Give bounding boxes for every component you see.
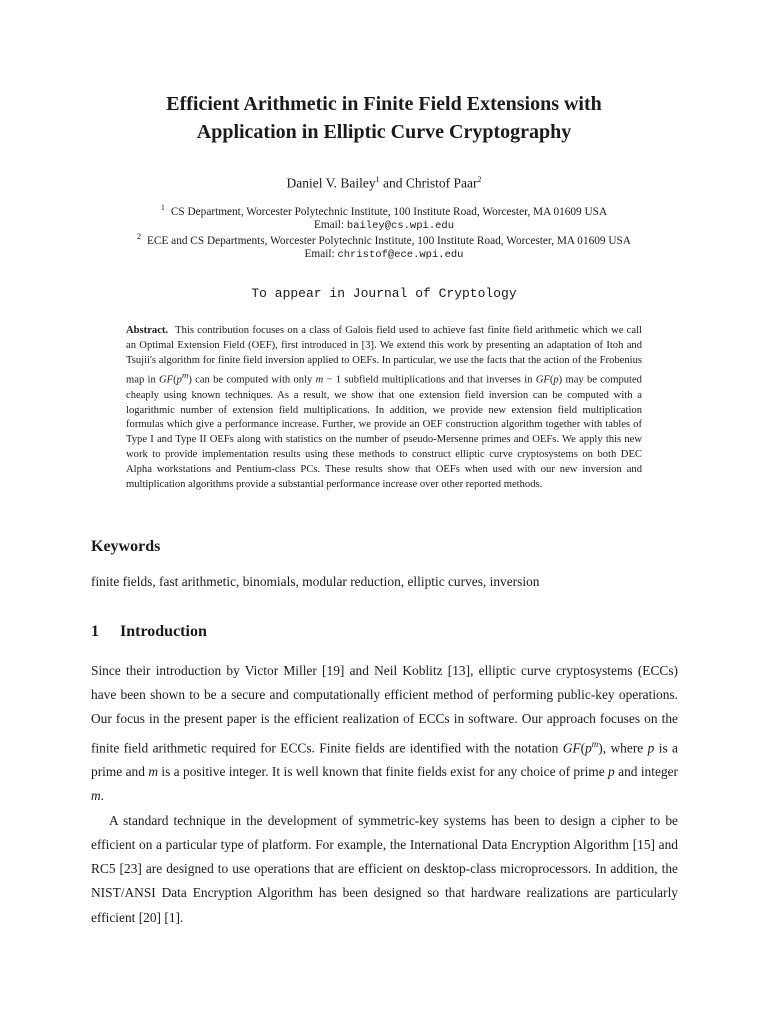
paragraph-text: , where — [602, 740, 648, 756]
email-address: bailey@cs.wpi.edu — [346, 219, 455, 232]
affiliation-mark: 2 — [477, 175, 482, 184]
section-number: 1 — [91, 623, 99, 640]
math-m: m — [91, 788, 101, 804]
paragraph: Since their introduction by Victor Miller [19] and Neil Koblitz [13], elliptic curve cryptosystems (ECCs) have been shown to be a secure and computationally efficient method of performing public-key operations. Our focus in the present paper is the efficient realization of ECCs in software. Our approach focuses on the finite field arithmetic required for ECCs. Finite fields are identified with the notation $GF(p^m)$, where p is a prime and m is a positive integer. It is well known that finite fields exist for any choice of prime p and integer m. — [91, 663, 679, 804]
abstract-text: can be computed with only — [191, 374, 316, 386]
affiliation-1 — [0, 201, 768, 233]
math-minus-one: − 1 — [323, 374, 342, 386]
math-p: p — [608, 764, 615, 780]
abstract: Abstract. This contribution focuses on a class of Galois field used to achieve fast finite field arithmetic which we call an Optimal Extension Field (OEF), first introduced in [3]. We extend this work by presenting an adaptation of Itoh and Tsujii's algorithm for finite field inversion applied to OEFs. In particular, we use the facts that the action of the Frobenius map in $GF(p^m)$ can be computed with only m − 1 subfield multiplications and that inverses in GF(p) may be computed cheaply using known techniques. As a result, we show that one extension field inversion can be computed with a logarithmic number of extension field multiplications. In addition, we provide new extension field multiplication formulas which give a performance increase. Further, we provide an OEF construction algorithm together with tables of Type I and Type II OEFs along with statistics on the number of pseudo-Mersenne primes and OEFs. We apply this new work to provide implementation results using these methods to construct elliptic curve cryptosystems on both DEC Alpha workstations and Pentium-class PCs. These results show that OEFs when used with our new inversion and multiplication algorithms provide a substantial performance increase over other reported methods. — [126, 325, 642, 490]
affiliation-number: 1 — [160, 203, 165, 212]
email-label: Email: — [313, 218, 347, 231]
abstract-text: This contribution focuses on a class of Galois field used to achieve fast finite field arithmetic which we call an Optimal Extension Field (OEF), first introduced in [3]. We extend this work by presenting an adaptation of Itoh and Tsujii's algorithm for finite field inversion applied to OEFs. In particular, we use the facts that the action of the Frobenius map in — [126, 325, 642, 386]
paper-title — [40, 90, 728, 146]
math-m: m — [591, 738, 599, 749]
author-connector: and — [379, 175, 406, 191]
paragraph-text: is a prime and — [91, 740, 678, 780]
intro-body — [91, 659, 678, 930]
title-line-2: Application in Elliptic Curve Cryptography — [196, 121, 572, 143]
affiliation-number: 2 — [137, 232, 142, 241]
abstract-label: Abstract. — [126, 325, 169, 336]
affiliation-department: CS Department, Worcester Polytechnic Institute, 100 Institute Road, Worcester, MA 01609 USA — [170, 205, 608, 218]
author-name: Christof Paar — [405, 175, 478, 191]
email-address: christof@ece.wpi.edu — [337, 248, 464, 261]
math-p: p — [647, 740, 655, 756]
math-gf: GF — [535, 374, 550, 386]
math-p: p — [585, 740, 592, 756]
keywords-heading: Keywords — [91, 538, 161, 555]
math-p: p — [176, 374, 182, 386]
section-heading — [91, 623, 207, 641]
publication-note: To appear in Journal of Cryptology — [251, 286, 517, 301]
title-line-1: Efficient Arithmetic in Finite Field Extensions with — [166, 93, 602, 115]
abstract-text: may be computed cheaply using known techniques. As a result, we show that one extension field inversion can be computed with a logarithmic number of extension field multiplications. In addition, we provide new extension field multiplication formulas which give a performance increase. Further, we provide an OEF construction algorithm together with tables of Type I and Type II OEFs along with statistics on the number of pseudo-Mersenne primes and OEFs. We apply this new work to provide implementation results using these methods to construct elliptic curve cryptosystems on both DEC Alpha workstations and Pentium-class PCs. These results show that OEFs when used with our new inversion and multiplication algorithms provide a substantial performance increase over other reported methods. — [126, 374, 642, 490]
affiliation-department: ECE and CS Departments, Worcester Polytechnic Institute, 100 Institute Road, Worcester, MA 01609 USA — [147, 234, 631, 247]
paragraph-text: . — [100, 788, 105, 804]
paragraph: A standard technique in the development of symmetric-key systems has been to design a cipher to be efficient on a particular type of platform. For example, the International Data Encryption Algorithm [15] and RC5 [23] are designed to use operations that are efficient on desktop-class microprocessors. In addition, the NIST/ANSI Data Encryption Algorithm has been designed so that hardware realizations are particularly efficient [20] [1]. — [91, 812, 678, 925]
math-gf: GF — [562, 740, 581, 756]
email-label: Email: — [304, 247, 338, 260]
author-list — [0, 171, 768, 193]
author-name: Daniel V. Bailey — [286, 175, 376, 191]
paragraph-text: Since their introduction by Victor Miller [19] and Neil Koblitz [13], elliptic curve cryptosystems (ECCs) have been shown to be a secure and computationally efficient method of performing public-key operations. Our focus in the present paper is the efficient realization of ECCs in software. Our approach focuses on the finite field arithmetic required for ECCs. Finite fields are identified with the notation — [91, 663, 678, 756]
paragraph-text: is a positive integer. It is well known that finite fields exist for any choice of prime — [158, 764, 609, 780]
section-title: Introduction — [120, 623, 207, 640]
keywords-text: finite fields, fast arithmetic, binomials, modular reduction, elliptic curves, inversion — [91, 574, 540, 589]
math-m: m — [148, 764, 158, 780]
math-gf: GF — [159, 374, 174, 386]
math-m: m — [181, 370, 189, 381]
affiliation-mark: 1 — [375, 175, 380, 184]
math-p: p — [553, 374, 559, 386]
affiliation-2 — [0, 230, 768, 262]
math-m: m — [315, 374, 324, 386]
paragraph-text: and integer — [614, 764, 679, 780]
abstract-text: subfield multiplications and that inverses in — [341, 374, 536, 386]
